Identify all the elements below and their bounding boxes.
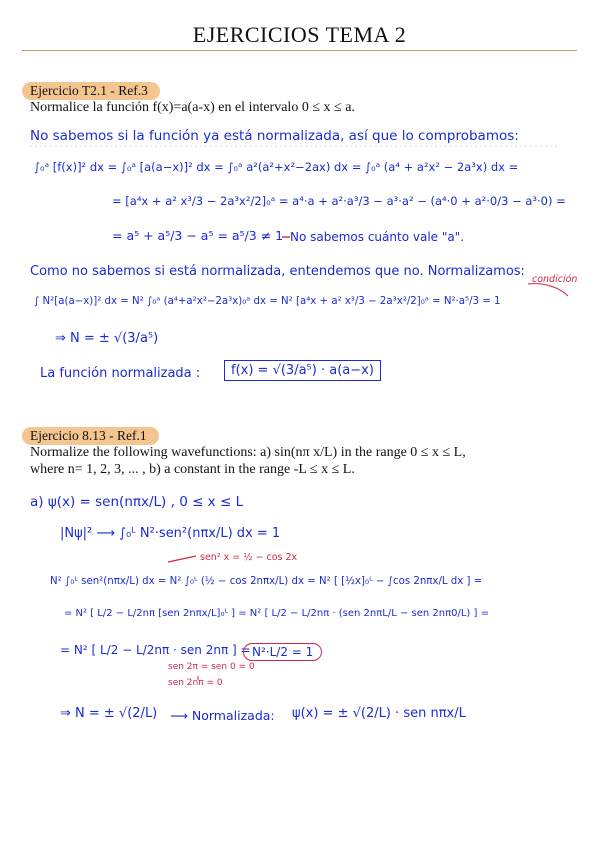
hw-line-normalized-label-2: ⟶ Normalizada: bbox=[170, 708, 275, 723]
hw-line-check-intro: No sabemos si la función ya está normalizada, así que lo comprobamos: bbox=[30, 128, 519, 144]
hw-line-wavefunction: a) ψ(x) = sen(nπx/L) , 0 ≤ x ≤ L bbox=[30, 494, 244, 510]
identity-note: sen² x = ½ − cos 2x bbox=[200, 552, 298, 563]
hw-line-unknown-a: No sabemos cuánto vale "a". bbox=[290, 230, 465, 244]
exercise-1-tag: Ejercicio T2.1 - Ref.3 bbox=[22, 82, 160, 100]
hw-line-integral-b: = N² [ L/2 − L/2nπ [sen 2nπx/L]₀ᴸ ] = N² [ L/2 − L/2nπ · (sen 2nπL/L − sen 2nπ0/L) ] = bbox=[64, 608, 489, 619]
sine-note-2: sen 2nπ = 0 bbox=[168, 678, 223, 688]
page-title: EJERCICIOS TEMA 2 bbox=[192, 22, 407, 47]
hw-line-normalize-integral: ∫ N²[a(a−x)]² dx = N² ∫₀ᵃ (a⁴+a²x²−2a³x)₀ᵃ dx = N² [a⁴x + a² x³/3 − 2a³x²/2]₀ᵃ = N²·a⁵/3 = 1 bbox=[34, 296, 501, 307]
exercise-2-tag: Ejercicio 8.13 - Ref.1 bbox=[22, 427, 159, 445]
normalized-function-box: f(x) = √(3/a⁵) · a(a−x) bbox=[224, 360, 381, 381]
exercise-2-statement-line-1: Normalize the following wavefunctions: a) sin(nπ x/L) in the range 0 ≤ x ≤ L, bbox=[30, 445, 466, 460]
exercise-2-statement-line-2: where n= 1, 2, 3, ... , b) a constant in the range -L ≤ x ≤ L. bbox=[30, 462, 355, 477]
hw-line-integral-c: = N² [ L/2 − L/2nπ · sen 2nπ ] = bbox=[60, 643, 251, 657]
hw-line-n-value: ⇒ N = ± √(3/a⁵) bbox=[55, 331, 159, 346]
condition-pointer bbox=[528, 284, 568, 296]
hw-line-normalize-intro: Como no sabemos si está normalizada, entendemos que no. Normalizamos: bbox=[30, 264, 525, 279]
hw-line-integral-1: ∫₀ᵃ [f(x)]² dx = ∫₀ᵃ [a(a−x)]² dx = ∫₀ᵃ a²(a²+x²−2ax) dx = ∫₀ᵃ (a⁴ + a²x² − 2a³x) dx = bbox=[34, 160, 519, 174]
hw-line-final-wavefunction: ψ(x) = ± √(2/L) · sen nπx/L bbox=[292, 706, 466, 721]
identity-arrow bbox=[168, 556, 196, 562]
sine-note-1: sen 2π = sen 0 = 0 bbox=[168, 662, 255, 672]
hw-line-result: = a⁵ + a⁵/3 − a⁵ = a⁵/3 ≠ 1 bbox=[112, 228, 284, 243]
hw-line-normalized-label: La función normalizada : bbox=[40, 366, 201, 381]
hw-line-integral-2: = [a⁴x + a² x³/3 − 2a³x²/2]₀ᵃ = a⁴·a + a²·a³/3 − a³·a² − (a⁴·0 + a²·0/3 − a³·0) = bbox=[112, 194, 566, 208]
hw-line-norm-condition: |Nψ|² ⟶ ∫₀ᴸ N²·sen²(nπx/L) dx = 1 bbox=[60, 526, 281, 541]
exercise-1-statement: Normalice la función f(x)=a(a-x) en el intervalo 0 ≤ x ≤ a. bbox=[30, 100, 355, 115]
hw-line-integral-a: N² ∫₀ᴸ sen²(nπx/L) dx = N² ∫₀ᴸ (½ − cos 2nπx/L) dx = N² [ [½x]₀ᴸ − ∫cos 2nπx/L dx ] = bbox=[50, 576, 483, 587]
condition-note: condición bbox=[532, 274, 578, 285]
hw-line-n-result: ⇒ N = ± √(2/L) bbox=[60, 706, 158, 721]
circled-result: N²·L/2 = 1 bbox=[243, 643, 322, 661]
